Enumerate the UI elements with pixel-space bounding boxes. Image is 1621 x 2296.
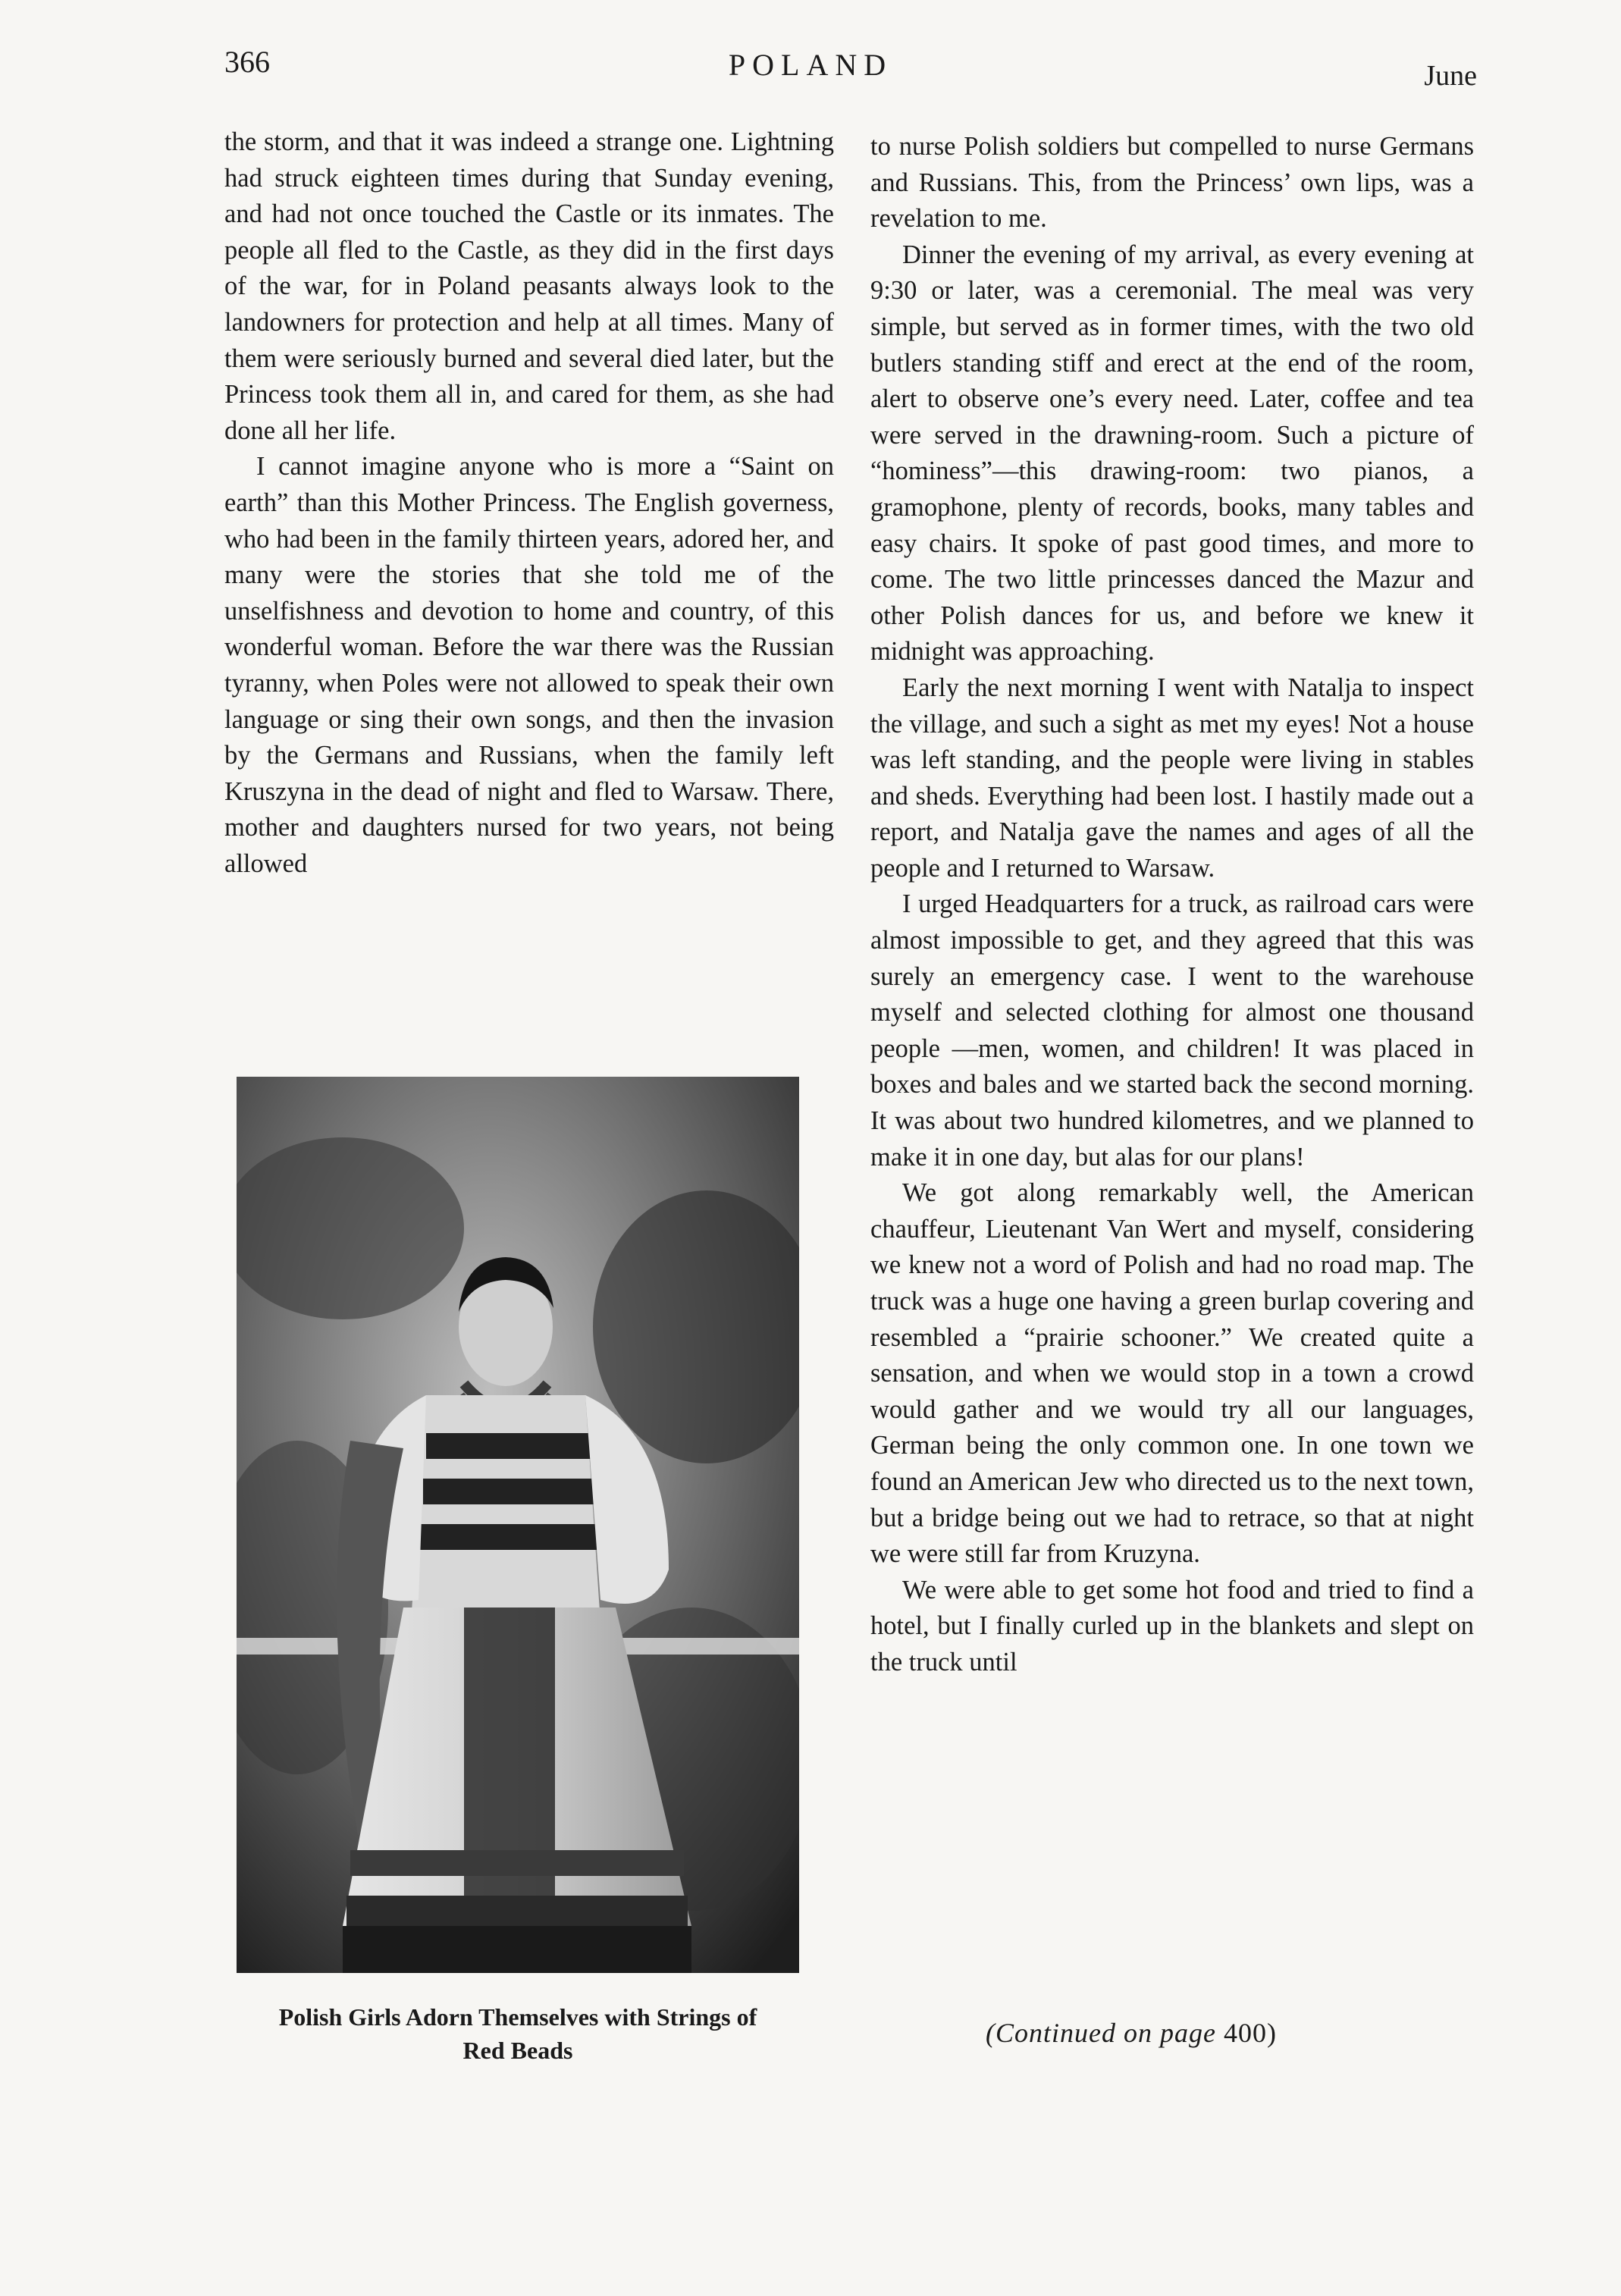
paragraph: the storm, and that it was indeed a strange one. Lightning had struck eighteen times during that Sunday evening, and had not once touched the Castle or its inmates. The people all fled to the Castle, as they did in the first days of the war, for in Poland peasants always look to the landowners for protection and help at all times. Many of them were seriously burned and several died later, but the Princess took them all in, and cared for them, as she had done all her life. xyxy=(224,127,834,445)
continued-page: 400) xyxy=(1223,2018,1277,2048)
paragraph: We got along remarkably well, the American chauffeur, Lieutenant Van Wert and myself, considering we knew not a word of Polish and had no road map. The truck was a huge one having a green burlap covering and resembled a “prairie schooner.” We created quite a sensation, and when we would stop in a town a crowd would gather and we would try all our languages, German being the only common one. In one town we found an American Jew who directed us to the next town, but a bridge being out we had to retrace, so that at night we were still far from Kruzyna. xyxy=(870,1178,1474,1569)
paragraph: Dinner the evening of my arrival, as every evening at 9:30 or later, was a ceremonial. The meal was very simple, but served as in former times, with the two old butlers standing stiff and erect at the end of the room, alert to observe one’s every need. Later, coffee and tea were served in the drawning-room. Such a picture of “hominess”—this drawing-room: two pianos, a gramophone, plenty of records, books, many tables and easy chairs. It spoke of past good times, and more to come. The two little princesses danced the Mazur and other Polish dances for us, and before we knew it midnight was approaching. xyxy=(870,240,1474,667)
caption-line: Red Beads xyxy=(462,2037,573,2064)
photo-polish-girl xyxy=(237,1077,799,1973)
photo-illustration xyxy=(237,1077,799,1973)
right-column xyxy=(870,129,1474,1681)
month-label: June xyxy=(1424,60,1477,92)
caption-line: Polish Girls Adorn Themselves with Strings of xyxy=(278,2003,757,2031)
running-title: POLAND xyxy=(728,48,893,82)
continued-text: (Continued on page xyxy=(986,2018,1216,2048)
paragraph: We were able to get some hot food and tried to find a hotel, but I finally curled up in the blankets and slept on the truck until xyxy=(870,1575,1474,1677)
left-column xyxy=(224,124,834,882)
paragraph: Early the next morning I went with Natalja to inspect the village, and such a sight as met my eyes! Not a house was left standing, and the people were living in stables and sheds. Everything had been lost. I hastily made out a report, and Natalja gave the names and ages of all the people and I returned to Warsaw. xyxy=(870,673,1474,883)
paragraph: to nurse Polish soldiers but compelled to nurse Germans and Russians. This, from the Princess’ own lips, was a revelation to me. xyxy=(870,132,1474,234)
page-number: 366 xyxy=(224,45,270,79)
photo-caption xyxy=(203,2000,832,2067)
paragraph: I urged Headquarters for a truck, as railroad cars were almost impossible to get, and they agreed that this was surely an emergency case. I went to the warehouse myself and selected clothing for almost one thousand people —men, women, and children! It was placed in boxes and bales and we started back the second morning. It was about two hundred kilometres, and we planned to make it in one day, but alas for our plans! xyxy=(870,889,1474,1172)
continued-note xyxy=(986,2017,1277,2049)
paragraph: I cannot imagine anyone who is more a “Saint on earth” than this Mother Princess. The English governess, who had been in the family thirteen years, adored her, and many were the stories that she told me of the unselfishness and devotion to home and country, of this wonderful woman. Before the war there was the Russian tyranny, when Poles were not allowed to speak their own language or sing their own songs, and then the invasion by the Germans and Russians, when the family left Kruszyna in the dead of night and fled to Warsaw. There, mother and daughters nursed for two years, not being allowed xyxy=(224,452,834,878)
